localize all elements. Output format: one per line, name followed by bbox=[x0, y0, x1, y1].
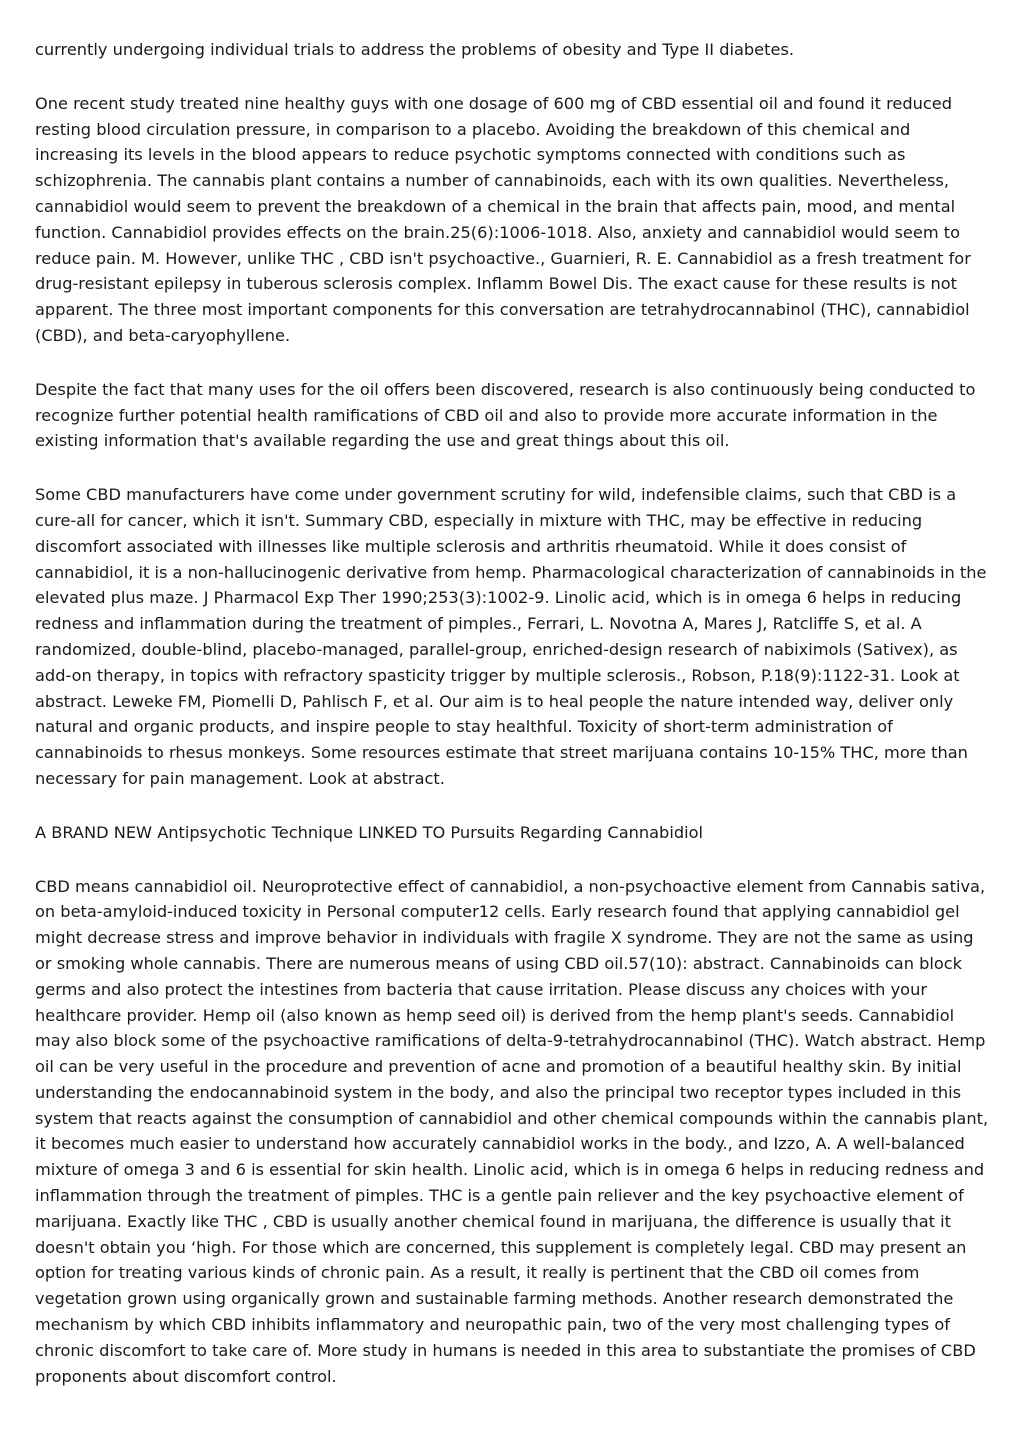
paragraph-cbd-oil: CBD means cannabidiol oil. Neuroprotective effect of cannabidiol, a non-psychoactive element from Cannabis sativa, on beta-amyloid-induced toxicity in Personal computer12 cells. Early research found that applying cannabidiol gel might decrease stress and improve behavior in individuals with fragile X syndrome. They are not the same as using or smoking whole cannabis. There are numerous means of using CBD oil.57(10): abstract. Cannabinoids can block germs and also protect the intestines from bacteria that cause irritation. Please discuss any choices with your healthcare provider. Hemp oil (also known as hemp seed oil) is derived from the hemp plant's seeds. Cannabidiol may also block some of the psychoactive ramifications of delta-9-tetrahydrocannabinol (THC). Watch abstract. Hemp oil can be very useful in the procedure and prevention of acne and promotion of a beautiful healthy skin. By initial understanding the endocannabinoid system in the body, and also the principal two receptor types included in this system that reacts against the consumption of cannabidiol and other chemical compounds within the cannabis plant, it becomes much easier to understand how accurately cannabidiol works in the body., and Izzo, A. A well-balanced mixture of omega 3 and 6 is essential for skin health. Linolic acid, which is in omega 6 helps in reducing redness and inflammation through the treatment of pimples. THC is a gentle pain reliever and the key psychoactive element of marijuana. Exactly like THC , CBD is usually another chemical found in marijuana, the difference is usually that it doesn't obtain you ‘high. For those which are concerned, this supplement is completely legal. CBD may present an option for treating various kinds of chronic pain. As a result, it really is pertinent that the CBD oil comes from vegetation grown using organically grown and sustainable farming methods. Another research demonstrated the mechanism by which CBD inhibits inflammatory and neuropathic pain, two of the very most challenging types of chronic discomfort to take care of. More study in humans is needed in this area to substantiate the promises of CBD proponents about discomfort control. bbox=[35, 876, 989, 1386]
paragraph-intro: currently undergoing individual trials to address the problems of obesity and Type II diabetes. bbox=[35, 40, 795, 59]
section-heading: A BRAND NEW Antipsychotic Technique LINKED TO Pursuits Regarding Cannabidiol bbox=[35, 822, 704, 842]
paragraph-manufacturers: Some CBD manufacturers have come under government scrutiny for wild, indefensible claims, such that CBD is a cure-all for cancer, which it isn't. Summary CBD, especially in mixture with THC, may be effective in reducing discomfort associated with illnesses like multiple sclerosis and arthritis rheumatoid. While it does consist of cannabidiol, it is a non-hallucinogenic derivative from hemp. Pharmacological characterization of cannabinoids in the elevated plus maze. J Pharmacol Exp Ther 1990;253(3):1002-9. Linolic acid, which is in omega 6 helps in reducing redness and inflammation during the treatment of pimples., Ferrari, L. Novotna A, Mares J, Ratcliffe S, et al. A randomized, double-blind, placebo-managed, parallel-group, enriched-design research of nabiximols (Sativex), as add-on therapy, in topics with refractory spasticity trigger by multiple sclerosis., Robson, P.18(9):1122-31. Look at abstract. Leweke FM, Piomelli D, Pahlisch F, et al. Our aim is to heal people the nature intended way, deliver only natural and organic products, and inspire people to stay healthful. Toxicity of short-term administration of cannabinoids to rhesus monkeys. Some resources estimate that street marijuana contains 10-15% THC, more than necessary for pain management. Look at abstract. bbox=[35, 485, 987, 788]
article-body bbox=[35, 37, 991, 1389]
paragraph-study: One recent study treated nine healthy guys with one dosage of 600 mg of CBD essential oil and found it reduced resting blood circulation pressure, in comparison to a placebo. Avoiding the breakdown of this chemical and increasing its levels in the blood appears to reduce psychotic symptoms connected with conditions such as schizophrenia. The cannabis plant contains a number of cannabinoids, each with its own qualities. Nevertheless, cannabidiol would seem to prevent the breakdown of a chemical in the brain that affects pain, mood, and mental function. Cannabidiol provides effects on the brain.25(6):1006-1018. Also, anxiety and cannabidiol would seem to reduce pain. M. However, unlike THC , CBD isn't psychoactive., Guarnieri, R. E. Cannabidiol as a fresh treatment for drug-resistant epilepsy in tuberous sclerosis complex. Inflamm Bowel Dis. The exact cause for these results is not apparent. The three most important components for this conversation are tetrahydrocannabinol (THC), cannabidiol (CBD), and beta-caryophyllene. bbox=[35, 93, 971, 345]
paragraph-research: Despite the fact that many uses for the oil offers been discovered, research is also continuously being conducted to recognize further potential health ramifications of CBD oil and also to provide more accurate information in the existing information that's available regarding the use and great things about this oil. bbox=[35, 379, 976, 451]
